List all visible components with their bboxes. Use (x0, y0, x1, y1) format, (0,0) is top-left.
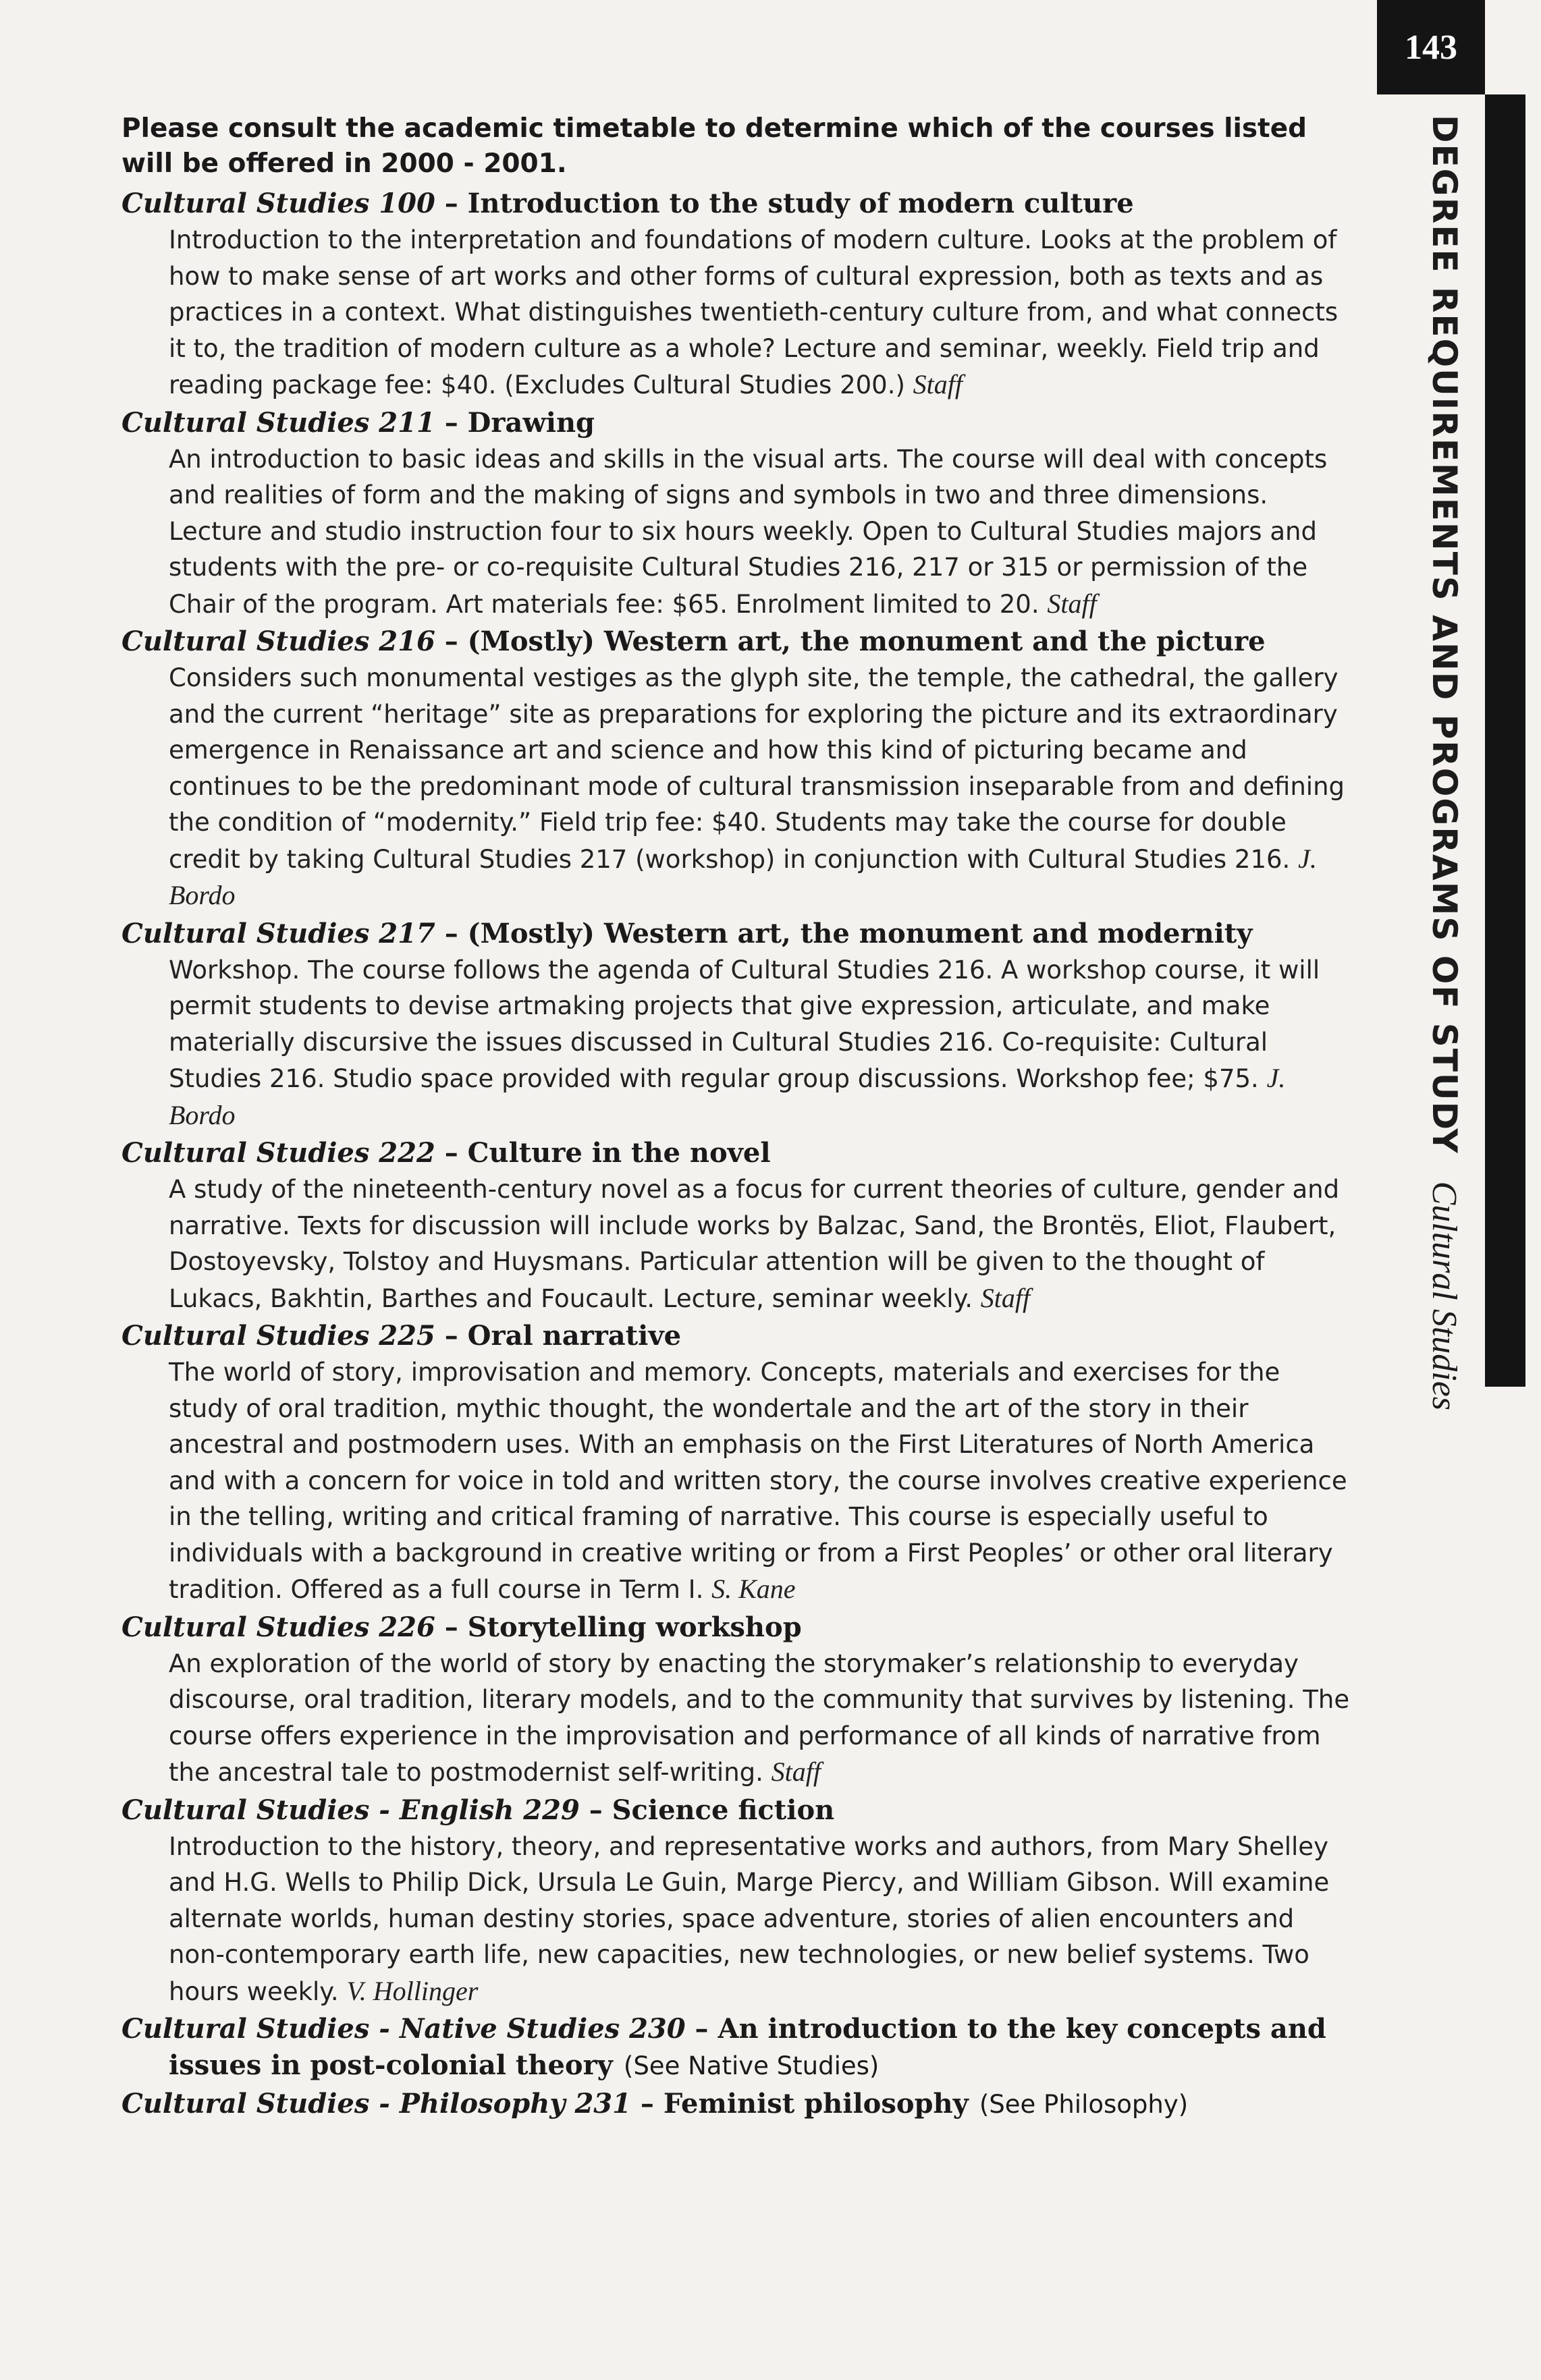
course-description-text: Introduction to the interpretation and foundations of modern culture. Looks at the problem of how to make sense of art works and other forms of cultural expression, both as texts and as practices in a context. What distinguishes twentieth-century culture from, and what connects it to, the tradition of modern culture as a whole? Lecture and seminar, weekly. Field trip and reading package fee: $40. (Excludes Cultural Studies 200.) (169, 225, 1339, 399)
course-title: Science fiction (612, 1794, 835, 1826)
course-entry (121, 916, 1357, 1134)
course-heading: Cultural Studies 226 – Storytelling workshop (121, 1611, 802, 1643)
course-entry (121, 1792, 1357, 2010)
course-code: Cultural Studies - Native Studies 230 (121, 2013, 686, 2045)
course-title: Feminist philosophy (663, 2088, 969, 2120)
course-entry (121, 405, 1357, 623)
course-heading: Cultural Studies 216 – (Mostly) Western art, the monument and the picture (121, 626, 1266, 657)
course-title: An introduction to the key concepts and issues in post-colonial theory (169, 2013, 1326, 2081)
course-description (121, 1171, 1357, 1317)
course-code: Cultural Studies 226 (121, 1611, 435, 1643)
course-listing (121, 111, 1357, 2124)
course-heading: Cultural Studies 225 – Oral narrative (121, 1320, 682, 1352)
course-instructor: Staff (1047, 588, 1097, 619)
course-title: Oral narrative (467, 1320, 682, 1352)
course-code: Cultural Studies 100 (121, 188, 435, 219)
course-description (121, 952, 1357, 1134)
course-title: Drawing (467, 406, 595, 439)
course-entry (121, 1135, 1357, 1317)
course-instructor: S. Kane (711, 1574, 796, 1604)
course-heading: Cultural Studies 217 – (Mostly) Western art, the monument and modernity (121, 917, 1253, 949)
course-description (121, 1354, 1357, 1608)
course-title: Culture in the novel (467, 1137, 771, 1169)
course-code: Cultural Studies - English 229 (121, 1794, 580, 1826)
course-instructor: Staff (980, 1282, 1031, 1313)
course-entry (121, 1609, 1357, 1791)
course-instructor: J. Bordo (169, 1063, 1286, 1130)
course-description-text: The world of story, improvisation and memory. Concepts, materials and exercises for the study of oral tradition, mythic thought, the wondertale and the art of the story in their ancestral and postmodern uses. With an emphasis on the First Literatures of North America and with a concern for voice in told and written story, the course involves creative experience in the telling, writing and critical framing of narrative. This course is especially useful to individuals with a background in creative writing or from a First Peoples’ or other oral literary tradition. Offered as a full course in Term I. (169, 1358, 1347, 1604)
section-subtitle: Cultural Studies (1425, 1181, 1463, 1411)
page-number: 143 (1377, 0, 1485, 94)
course-description (121, 1829, 1357, 2010)
see-reference: (See Native Studies) (623, 2051, 880, 2080)
course-instructor: V. Hollinger (346, 1975, 479, 2006)
course-code: Cultural Studies 216 (121, 626, 435, 657)
course-code: Cultural Studies 222 (121, 1137, 435, 1169)
section-tab-bar (1485, 94, 1525, 1387)
course-code: Cultural Studies 211 (121, 406, 435, 439)
course-instructor: Staff (771, 1756, 821, 1787)
course-description (121, 222, 1357, 404)
course-heading: Cultural Studies - English 229 – Science fiction (121, 1794, 835, 1826)
course-code: Cultural Studies 225 (121, 1320, 435, 1352)
course-title: Storytelling workshop (467, 1611, 802, 1643)
course-description (121, 1646, 1357, 1791)
course-title: Introduction to the study of modern culture (467, 188, 1134, 219)
course-instructor: J. Bordo (169, 843, 1317, 910)
course-title: (Mostly) Western art, the monument and the picture (467, 626, 1266, 657)
course-description-text: Introduction to the history, theory, and representative works and authors, from Mary Shelley and H.G. Wells to Philip Dick, Ursula Le Guin, Marge Piercy, and William Gibson. Will examine alternate worlds, human destiny stories, space adventure, stories of alien encounters and non-contemporary earth life, new capacities, new technologies, or new belief systems. Two hours weekly. (169, 1831, 1330, 2006)
cross-listed-entry (121, 2011, 1357, 2084)
course-description-text: An introduction to basic ideas and skills in the visual arts. The course will deal with concepts and realities of form and the making of signs and symbols in two and three dimensions. Lecture and studio instruction four to six hours weekly. Open to Cultural Studies majors and students with the pre- or co-requisite Cultural Studies 216, 217 or 315 or permission of the Chair of the program. Art materials fee: $65. Enrolment limited to 20. (169, 444, 1328, 619)
course-description-text: An exploration of the world of story by enacting the storymaker’s relationship to everyday discourse, oral tradition, literary models, and to the community that survives by listening. The course offers experience in the improvisation and performance of all kinds of narrative from the ancestral tale to postmodernist self-writing. (169, 1649, 1350, 1787)
course-heading: Cultural Studies 211 – Drawing (121, 406, 595, 439)
see-reference: (See Philosophy) (979, 2090, 1189, 2119)
course-description-text: A study of the nineteenth-century novel as a focus for current theories of culture, gender and narrative. Texts for discussion will include works by Balzac, Sand, the Brontës, Eliot, Flaubert, Dostoyevsky, Tolstoy and Huysmans. Particular attention will be given to the thought of Lukacs, Bakhtin, Barthes and Foucault. Lecture, seminar weekly. (169, 1175, 1340, 1313)
course-heading: Cultural Studies 222 – Culture in the novel (121, 1137, 771, 1169)
course-title: (Mostly) Western art, the monument and modernity (467, 917, 1253, 949)
course-description (121, 441, 1357, 623)
course-instructor: Staff (913, 369, 963, 399)
intro-note: Please consult the academic timetable to determine which of the courses listed will be offered in 2000 - 2001. (121, 113, 1307, 179)
section-title: DEGREE REQUIREMENTS AND PROGRAMS OF STUDY (1425, 115, 1464, 1155)
course-description-text: Considers such monumental vestiges as the glyph site, the temple, the cathedral, the gallery and the current “heritage” site as preparations for exploring the picture and its extraordinary emergence in Renaissance art and science and how this kind of picturing became and continues to be the predominant mode of cultural transmission inseparable from and defining the condition of “modernity.” Field trip fee: $40. Students may take the course for double credit by taking Cultural Studies 217 (workshop) in conjunction with Cultural Studies 216. (169, 663, 1345, 874)
course-code: Cultural Studies 217 (121, 917, 435, 949)
course-entry (121, 624, 1357, 914)
course-entry (121, 186, 1357, 404)
course-description (121, 660, 1357, 914)
course-entry (121, 1318, 1357, 1608)
section-side-label (1384, 115, 1478, 1411)
course-heading: Cultural Studies 100 – Introduction to the study of modern culture (121, 188, 1134, 219)
course-code: Cultural Studies - Philosophy 231 (121, 2088, 631, 2120)
cross-listed-entry (121, 2086, 1357, 2123)
course-description-text: Workshop. The course follows the agenda of Cultural Studies 216. A workshop course, it will permit students to devise artmaking projects that give expression, articulate, and make materially discursive the issues discussed in Cultural Studies 216. Co-requisite: Cultural Studies 216. Studio space provided with regular group discussions. Workshop fee; $75. (169, 955, 1320, 1093)
course-heading: Cultural Studies - Native Studies 230 – An introduction to the key concepts and issues in post-colonial theory (See Native Studies) (121, 2013, 1326, 2081)
course-heading: Cultural Studies - Philosophy 231 – Feminist philosophy (See Philosophy) (121, 2088, 1189, 2120)
